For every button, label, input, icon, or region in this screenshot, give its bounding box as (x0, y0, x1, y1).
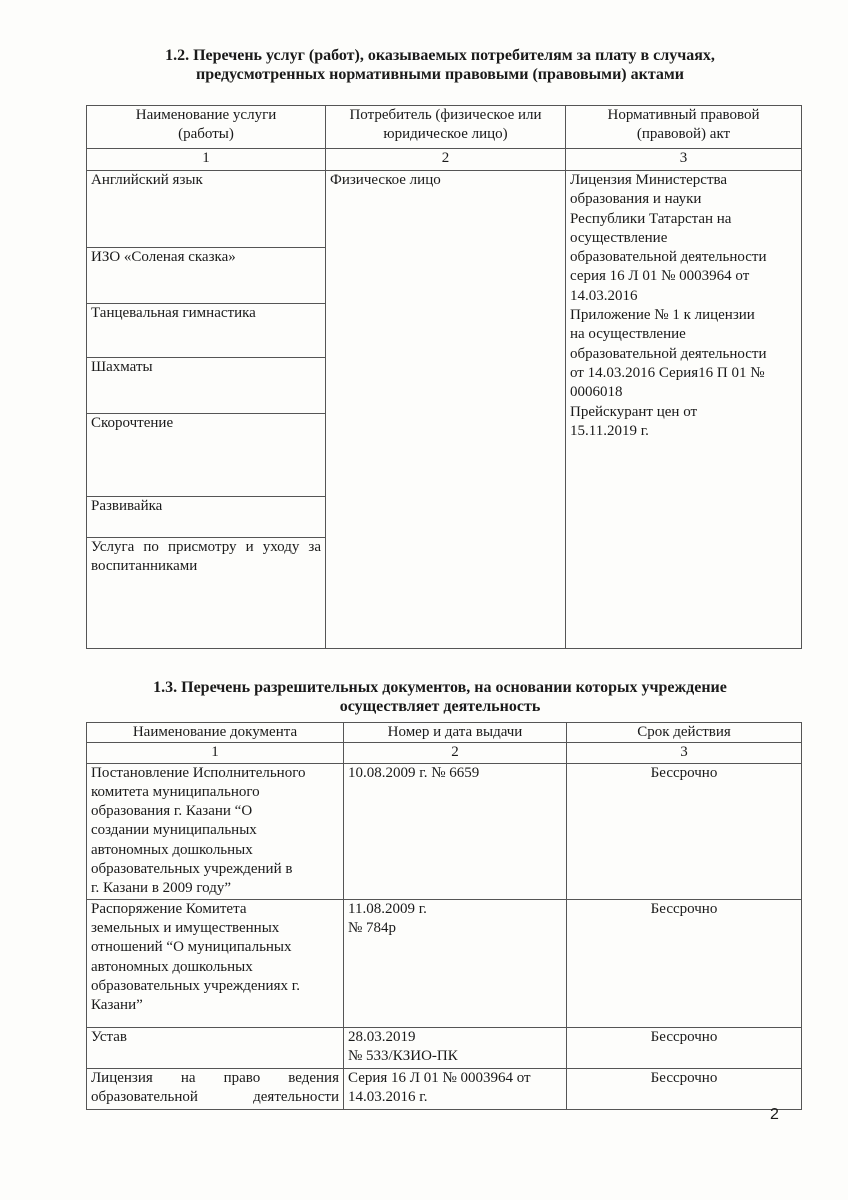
service-name: Танцевальная гимнастика (87, 304, 326, 358)
validity-term: Бессрочно (567, 899, 802, 1027)
header-cell: Потребитель (физическое или юридическое лицо) (326, 106, 566, 149)
validity-term: Бессрочно (567, 763, 802, 899)
table-row (87, 899, 802, 1027)
table-row (87, 763, 802, 899)
header-cell: Срок действия (567, 723, 802, 743)
header-cell: Наименование документа (87, 723, 344, 743)
legal-act-cell: Лицензия Министерства образования и науки Республики Татарстан на осуществление образовательной деятельности серия 16 Л 01 № 0003964 от 14.03.2016 Приложение № 1 к лицензии на осуществление образовательной деятельности от 14.03.2016 Серия16 П 01 № 0006018 Прейскурант цен от 15.11.2019 г. (566, 171, 802, 649)
service-name: ИЗО «Соленая сказка» (87, 248, 326, 304)
page-number: 2 (770, 1106, 779, 1123)
service-name: Услуга по присмотру и уходу за воспитанниками (87, 538, 326, 649)
column-number-row (87, 149, 802, 171)
column-number: 3 (567, 743, 802, 763)
document-name: Лицензия на право ведения образовательной деятельности (87, 1068, 344, 1109)
title-line: осуществляет деятельность (339, 698, 541, 715)
title-line: предусмотренных нормативными правовыми (правовыми) актами (195, 66, 684, 83)
table-row (87, 1027, 802, 1068)
column-number: 1 (87, 743, 344, 763)
table-row (87, 171, 802, 248)
validity-term: Бессрочно (567, 1027, 802, 1068)
title-line: 1.2. Перечень услуг (работ), оказываемых потребителям за плату в случаях, (165, 47, 715, 64)
consumer-cell: Физическое лицо (326, 171, 566, 649)
column-number: 2 (344, 743, 567, 763)
service-name: Развивайка (87, 497, 326, 538)
column-number: 2 (326, 149, 566, 171)
number-date: Серия 16 Л 01 № 0003964 от 14.03.2016 г. (344, 1068, 567, 1109)
services-table (86, 105, 802, 649)
column-number: 1 (87, 149, 326, 171)
number-date: 10.08.2009 г. № 6659 (344, 763, 567, 899)
number-date: 28.03.2019 № 533/КЗИО-ПК (344, 1027, 567, 1068)
column-number: 3 (566, 149, 802, 171)
document-name: Распоряжение Комитета земельных и имущественных отношений “О муниципальных автономных дошкольных образовательных учреждениях г. Казани” (87, 899, 344, 1027)
number-date: 11.08.2009 г. № 784р (344, 899, 567, 1027)
validity-term: Бессрочно (567, 1068, 802, 1109)
document-name: Постановление Исполнительного комитета муниципального образования г. Казани “О создании муниципальных автономных дошкольных образовательных учреждений в г. Казани в 2009 году” (87, 763, 344, 899)
section-1-3-title (80, 678, 800, 716)
table-header-row (87, 106, 802, 149)
section-1-2-title (80, 46, 800, 84)
header-cell: Наименование услуги (работы) (87, 106, 326, 149)
title-line: 1.3. Перечень разрешительных документов, на основании которых учреждение (153, 679, 727, 696)
service-name: Шахматы (87, 358, 326, 414)
table-row (87, 1068, 802, 1109)
table-header-row (87, 723, 802, 743)
document-name: Устав (87, 1027, 344, 1068)
service-name: Скорочтение (87, 414, 326, 497)
header-cell: Нормативный правовой (правовой) акт (566, 106, 802, 149)
header-cell: Номер и дата выдачи (344, 723, 567, 743)
service-name: Английский язык (87, 171, 326, 248)
permits-table (86, 722, 802, 1110)
column-number-row (87, 743, 802, 763)
